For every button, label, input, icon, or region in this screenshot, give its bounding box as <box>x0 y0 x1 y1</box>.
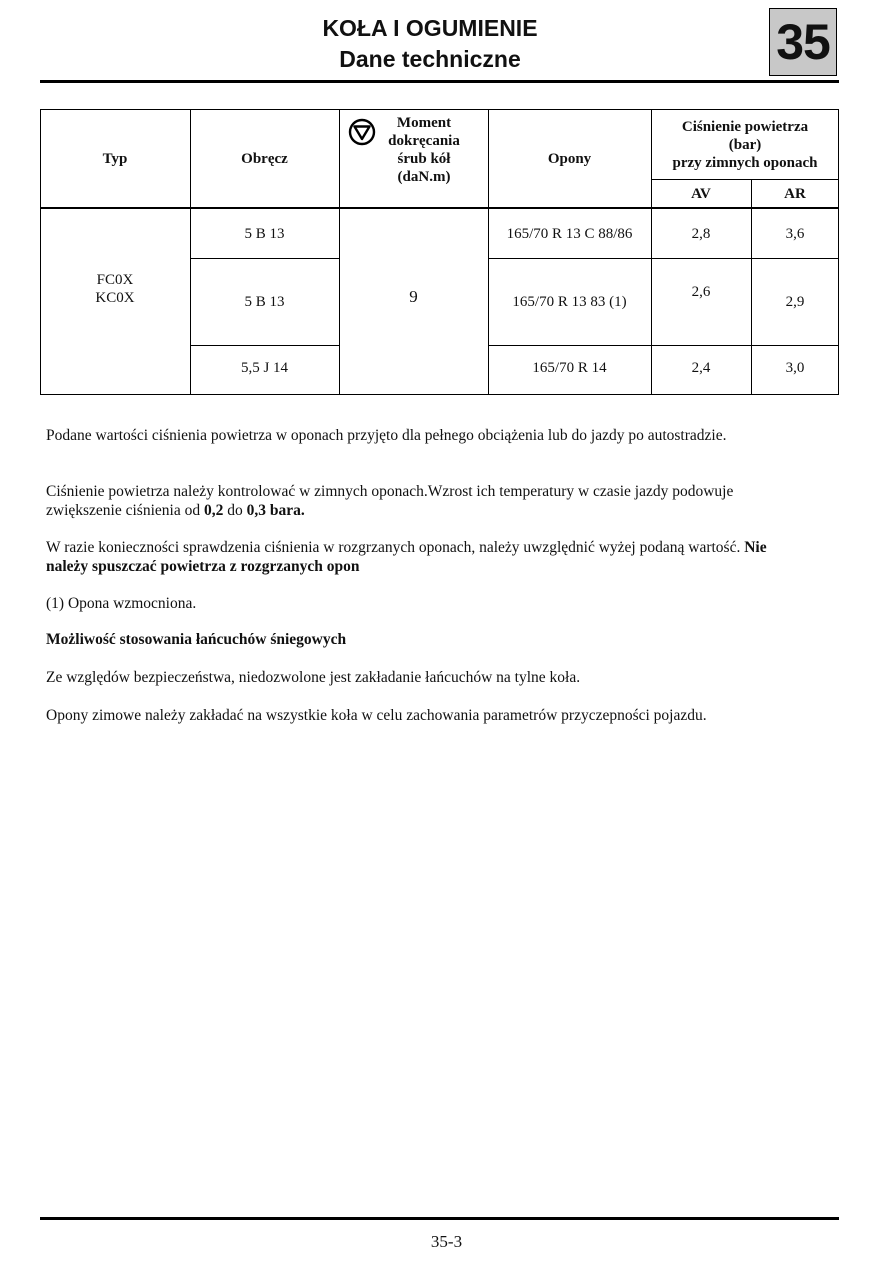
row3-ar: 3,0 <box>785 359 805 376</box>
header-obrecz: Obręcz <box>241 150 288 167</box>
note-hot-tyres-warning: Nie należy spuszczać powietrza z rozgrzanych opon <box>46 539 767 575</box>
note-cold-tyres-mid: do <box>223 502 247 519</box>
header-rule <box>40 80 839 83</box>
footer-rule <box>40 1217 839 1220</box>
note-winter-tyres: Opony zimowe należy zakładać na wszystkie koła w celu zachowania parametrów przyczepności pojazdu. <box>46 707 707 724</box>
header-av: AV <box>691 185 711 202</box>
pressure-header-line1: Ciśnienie powietrza <box>681 119 809 135</box>
table-border-bottom <box>40 394 839 395</box>
header-opony: Opony <box>547 150 592 167</box>
torque-header-line3: śrub kół <box>397 151 451 167</box>
row1-obrecz: 5 B 13 <box>244 225 285 242</box>
section-heading-chains: Możliwość stosowania łańcuchów śniegowych <box>46 631 347 648</box>
row2-ar: 2,9 <box>785 294 805 310</box>
note-chains: Ze względów bezpieczeństwa, niedozwolone jest zakładanie łańcuchów na tylne koła. <box>46 669 581 686</box>
page-subtitle: Dane techniczne <box>339 46 521 72</box>
row1-av: 2,8 <box>691 225 711 242</box>
row3-obrecz: 5,5 J 14 <box>240 359 289 376</box>
row2-obrecz: 5 B 13 <box>244 294 285 310</box>
note-cold-tyres-max: 0,3 bara. <box>246 502 305 519</box>
torque-header-line1: Moment <box>396 115 452 131</box>
pressure-header-line2: (bar) <box>728 137 762 153</box>
row1-opony: 165/70 R 13 C 88/86 <box>506 225 633 242</box>
note-hot-tyres <box>46 538 806 576</box>
header-pressure <box>651 111 839 179</box>
torque-header-text <box>360 114 488 186</box>
row2-av: 2,6 <box>691 284 711 300</box>
typ-cell <box>40 209 190 369</box>
page-title: KOŁA I OGUMIENIE <box>322 15 538 41</box>
row3-av: 2,4 <box>691 359 711 376</box>
note-cold-tyres <box>46 482 806 520</box>
header-torque <box>340 112 488 192</box>
row2-opony: 165/70 R 13 83 (1) <box>512 294 627 310</box>
torque-value: 9 <box>409 287 418 306</box>
header-typ: Typ <box>102 150 128 167</box>
chapter-number-badge: 35 <box>769 8 837 76</box>
note-pressure-load: Podane wartości ciśnienia powietrza w oponach przyjęto dla pełnego obciążenia lub do jazdy po autostradzie. <box>46 427 727 444</box>
row3-opony: 165/70 R 14 <box>532 359 607 376</box>
pressure-header-line3: przy zimnych oponach <box>672 155 818 171</box>
typ-line1: FC0X <box>96 272 134 288</box>
note-cold-tyres-text: Ciśnienie powietrza należy kontrolować w zimnych oponach.Wzrost ich temperatury w czasie jazdy podowuje zwiększenie ciśnienia od <box>46 483 734 519</box>
torque-header-line4: (daN.m) <box>397 169 451 185</box>
torque-header-line2: dokręcania <box>388 133 460 149</box>
row1-ar: 3,6 <box>785 225 805 242</box>
header-ar: AR <box>784 185 806 202</box>
note-footnote: (1) Opona wzmocniona. <box>46 595 197 612</box>
note-hot-tyres-text: W razie konieczności sprawdzenia ciśnienia w rozgrzanych oponach, należy uwzględnić wyżej podaną wartość. <box>46 539 745 556</box>
note-cold-tyres-min: 0,2 <box>203 502 224 519</box>
page-number: 35-3 <box>430 1232 463 1251</box>
typ-line2: KC0X <box>95 290 135 306</box>
